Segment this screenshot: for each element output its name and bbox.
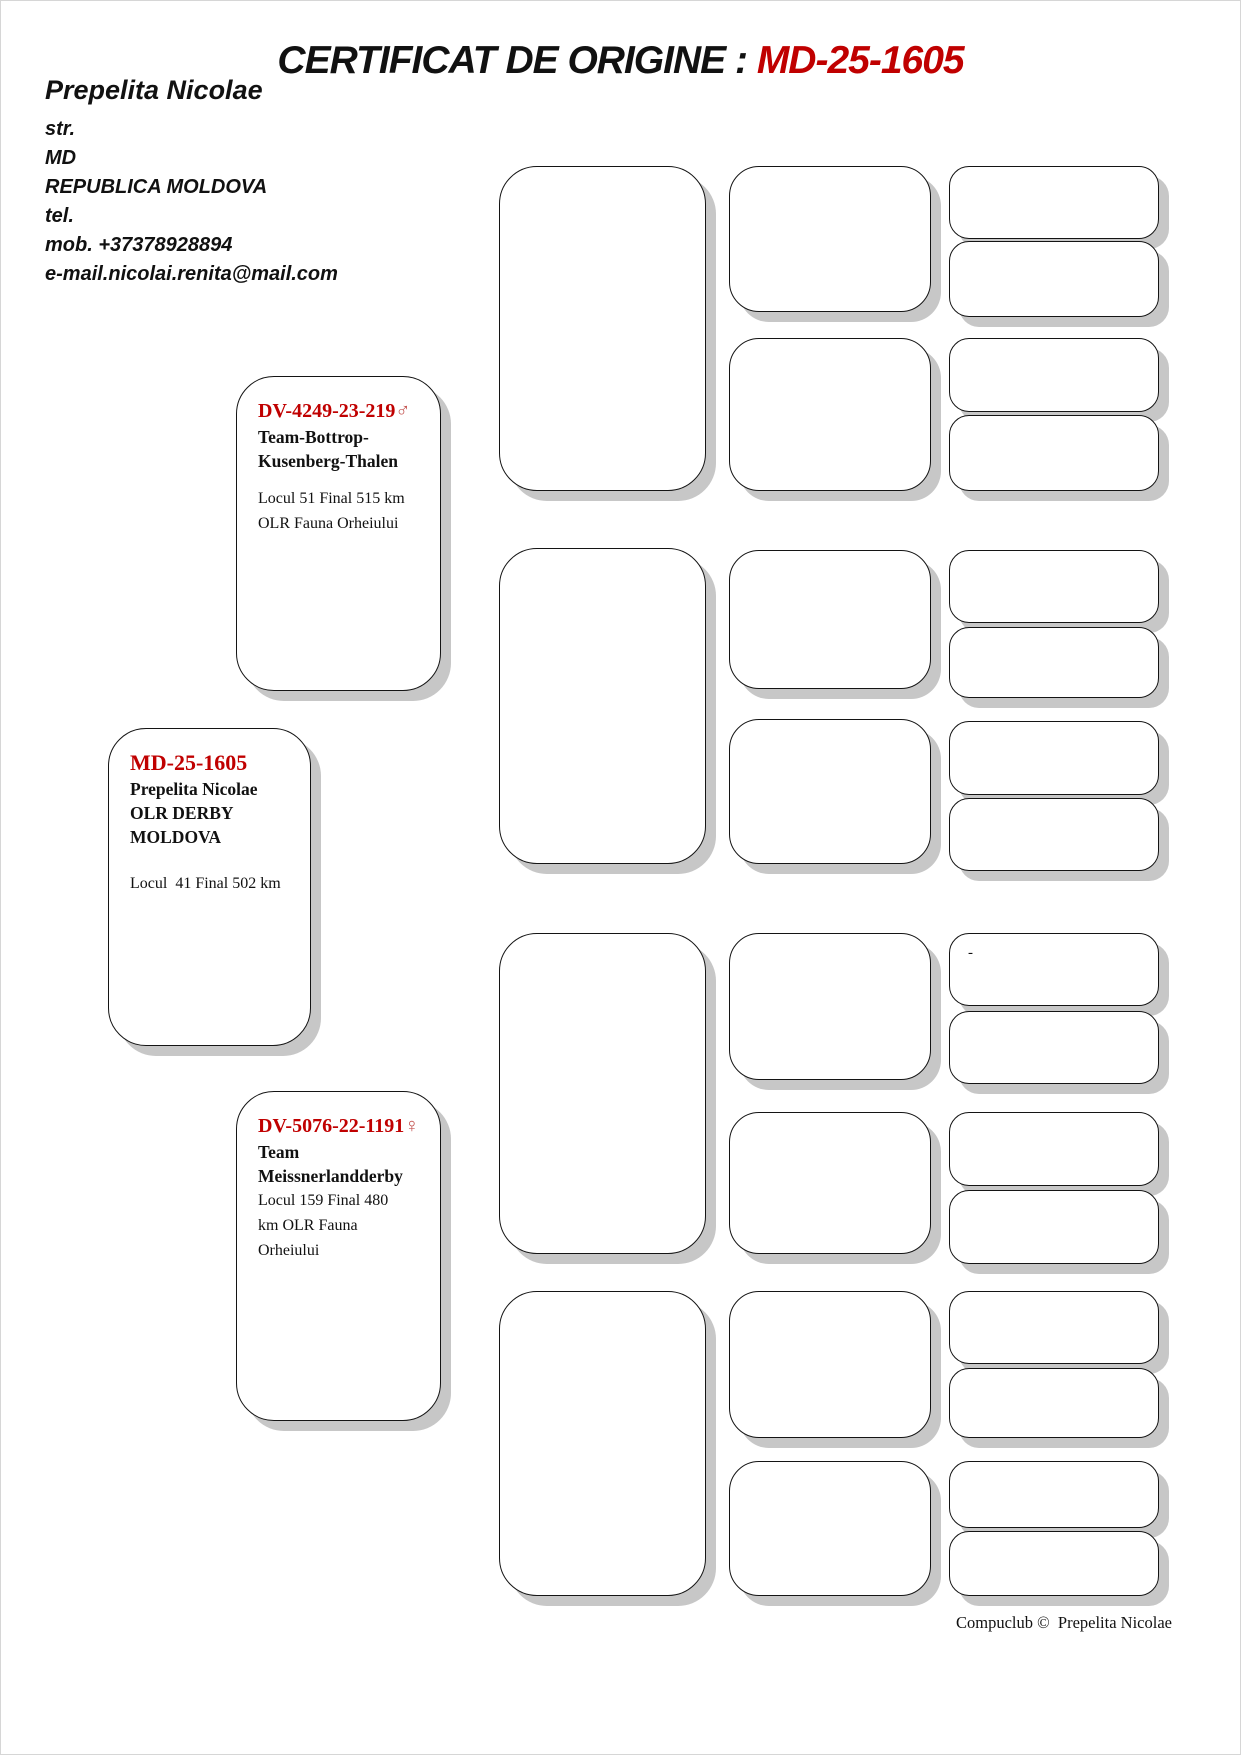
great-grandparent-box-2	[729, 338, 931, 491]
sire-ring-line	[258, 397, 428, 425]
dam-result-line-2: km OLR Fauna	[258, 1217, 358, 1234]
subject-ring-number: MD-25-1605	[130, 750, 248, 775]
dam-ring-number: DV-5076-22-1191	[258, 1115, 405, 1137]
gen4-dash-text: -	[968, 945, 973, 961]
great-great-grandparent-box-13	[949, 1291, 1159, 1364]
subject-club-line-1: OLR DERBY	[130, 803, 234, 823]
great-grandparent-box-4	[729, 719, 931, 864]
owner-address-street: str.	[45, 118, 76, 140]
grandparent-box-1	[499, 166, 706, 491]
great-great-grandparent-box-16	[949, 1531, 1159, 1596]
footer-credit: Compuclub © Prepelita Nicolae	[956, 1613, 1172, 1632]
great-great-grandparent-box-9	[949, 933, 1159, 1006]
owner-block	[45, 75, 338, 289]
owner-email: e-mail.nicolai.renita@mail.com	[45, 263, 338, 285]
female-symbol: ♀	[404, 1115, 420, 1137]
great-great-grandparent-box-11	[949, 1112, 1159, 1186]
great-great-grandparent-box-15	[949, 1461, 1159, 1528]
great-great-grandparent-box-3	[949, 338, 1159, 412]
subject-box	[108, 728, 311, 1046]
dam-box	[236, 1091, 441, 1421]
subject-owner-line: Prepelita Nicolae	[130, 779, 258, 799]
sire-team-line-2: Kusenberg-Thalen	[258, 451, 399, 471]
dam-result-line-3: Orheiului	[258, 1242, 320, 1259]
great-great-grandparent-box-4	[949, 415, 1159, 491]
great-great-grandparent-box-7	[949, 721, 1159, 795]
grandparent-box-2	[499, 548, 706, 864]
certificate-number: MD-25-1605	[756, 39, 964, 82]
grandparent-box-4	[499, 1291, 706, 1596]
sire-ring-number: DV-4249-23-219	[258, 400, 396, 422]
owner-address-country: REPUBLICA MOLDOVA	[45, 176, 268, 198]
great-grandparent-box-8	[729, 1461, 931, 1596]
dam-ring-line	[258, 1112, 428, 1140]
sire-result-line-1: Locul 51 Final 515 km	[258, 490, 405, 507]
great-grandparent-box-7	[729, 1291, 931, 1438]
great-great-grandparent-box-5	[949, 550, 1159, 623]
grandparent-box-3	[499, 933, 706, 1254]
male-symbol: ♂	[395, 400, 411, 422]
great-grandparent-box-3	[729, 550, 931, 689]
great-great-grandparent-box-2	[949, 241, 1159, 317]
sire-result-line-2: OLR Fauna Orheiului	[258, 515, 399, 532]
sire-box	[236, 376, 441, 691]
owner-phone: tel.	[45, 205, 74, 227]
great-grandparent-box-6	[729, 1112, 931, 1254]
great-grandparent-box-5	[729, 933, 931, 1080]
certificate-title-text: CERTIFICAT DE ORIGINE :	[277, 39, 757, 82]
sire-team-line-1: Team-Bottrop-	[258, 427, 369, 447]
great-great-grandparent-box-6	[949, 627, 1159, 698]
dam-result-line-1: Locul 159 Final 480	[258, 1192, 389, 1209]
dam-team-line-1: Team	[258, 1142, 300, 1162]
subject-result-line: Locul 41 Final 502 km	[130, 875, 281, 892]
great-great-grandparent-box-10	[949, 1011, 1159, 1084]
great-great-grandparent-box-1	[949, 166, 1159, 239]
great-grandparent-box-1	[729, 166, 931, 312]
great-great-grandparent-box-12	[949, 1190, 1159, 1264]
owner-mobile: mob. +37378928894	[45, 234, 233, 256]
great-great-grandparent-box-14	[949, 1368, 1159, 1438]
owner-name: Prepelita Nicolae	[45, 75, 263, 105]
subject-club-line-2: MOLDOVA	[130, 827, 222, 847]
owner-address-code: MD	[45, 147, 77, 169]
dam-team-line-2: Meissnerlandderby	[258, 1166, 403, 1186]
great-great-grandparent-box-8	[949, 798, 1159, 871]
